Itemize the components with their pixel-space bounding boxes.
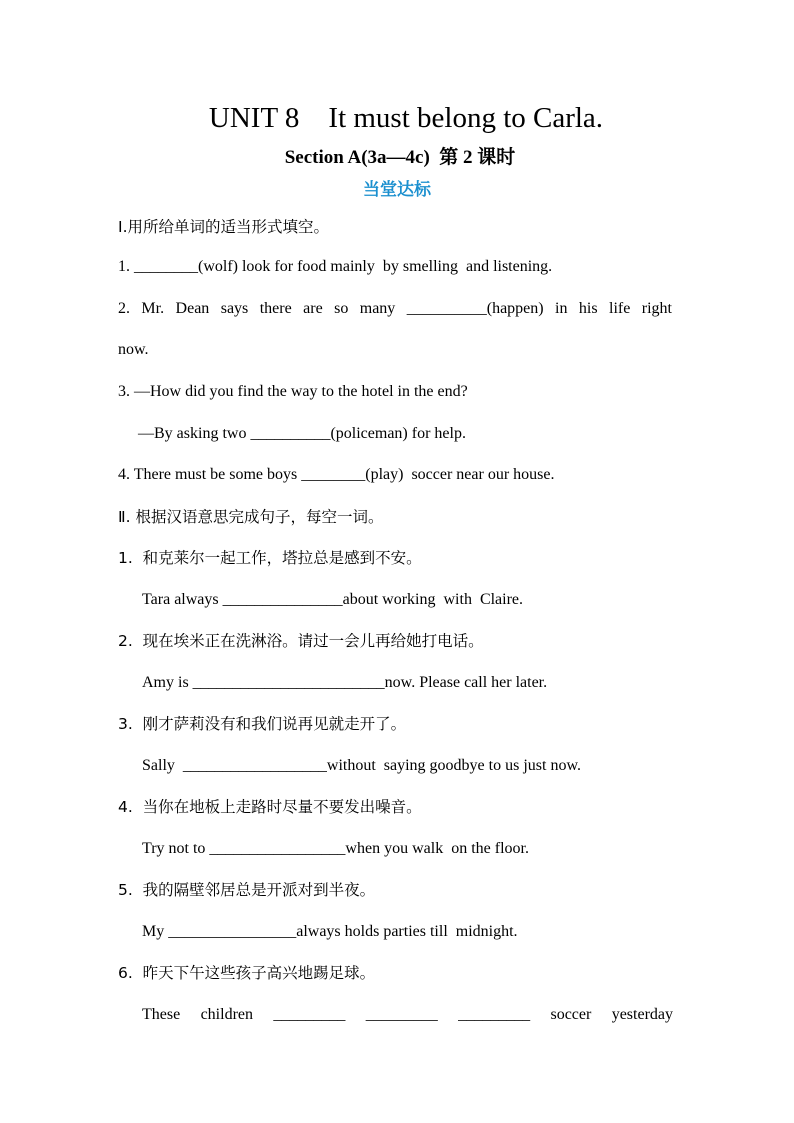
exercise-2-item-2-chinese: 2. 现在埃米正在洗淋浴。请过一会儿再给她打电话。 — [118, 632, 484, 650]
exercise-1-item-2: 2. Mr. Dean says there are so many __________(happen) in his life right — [118, 300, 672, 317]
exercise-1-item-1: 1. ________(wolf) look for food mainly by smelling and listening. — [118, 258, 553, 275]
exercise-2-item-6-english: These children _________ _________ _________ soccer yesterday — [142, 1006, 673, 1023]
exercise-2-item-6-chinese: 6. 昨天下午这些孩子高兴地踢足球。 — [118, 964, 376, 982]
exercise-2-item-5-chinese: 5. 我的隔壁邻居总是开派对到半夜。 — [118, 881, 376, 899]
exercise-2-item-4-chinese: 4. 当你在地板上走路时尽量不要发出噪音。 — [118, 798, 422, 816]
exercise-1-item-3-answer: —By asking two __________(policeman) for help. — [138, 425, 466, 442]
practice-tag: 当堂达标 — [363, 180, 431, 199]
exercise-2-item-4-english: Try not to _________________when you walk on the floor. — [142, 840, 529, 857]
section-1-heading: Ⅰ.用所给单词的适当形式填空。 — [118, 218, 329, 236]
exercise-2-item-3-english: Sally __________________without saying goodbye to us just now. — [142, 757, 581, 774]
section-2-heading: Ⅱ. 根据汉语意思完成句子，每空一词。 — [118, 508, 384, 526]
exercise-1-item-3-question: 3. —How did you find the way to the hotel in the end? — [118, 383, 468, 400]
exercise-2-item-1-english: Tara always _______________about working with Claire. — [142, 591, 524, 608]
exercise-1-item-2-cont: now. — [118, 341, 149, 358]
section-subtitle: Section A(3a—4c) 第 2 课时 — [284, 147, 516, 168]
exercise-2-item-3-chinese: 3. 刚才萨莉没有和我们说再见就走开了。 — [118, 715, 407, 733]
exercise-2-item-5-english: My ________________always holds parties till midnight. — [142, 923, 518, 940]
unit-title: UNIT 8 It must belong to Carla. — [208, 102, 604, 134]
exercise-2-item-1-chinese: 1. 和克莱尔一起工作，塔拉总是感到不安。 — [118, 549, 422, 567]
exercise-1-item-4: 4. There must be some boys ________(play) soccer near our house. — [118, 466, 555, 483]
exercise-2-item-2-english: Amy is ________________________now. Please call her later. — [142, 674, 548, 691]
